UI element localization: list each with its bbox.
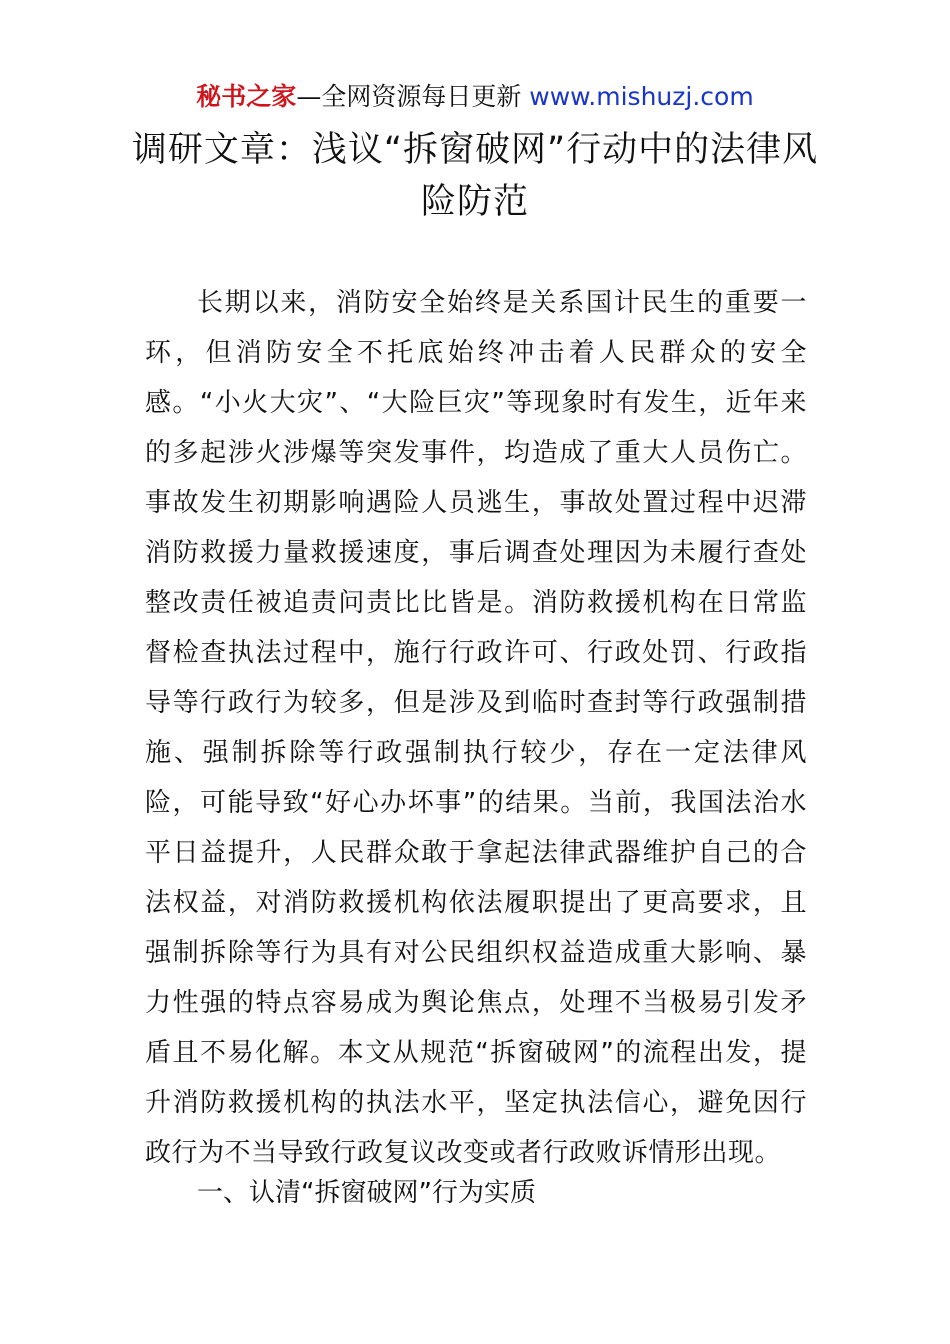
article-paragraph: 长期以来，消防安全始终是关系国计民生的重要一环，但消防安全不托底始终冲击着人民群众的安全感。“小火大灾”、“大险巨灾”等现象时有发生，近年来的多起涉火涉爆等突发事件，均造成了重大人员伤亡。事故发生初期影响遇险人员逃生，事故处置过程中迟滞消防救援力量救援速度，事后调查处理因为未履行查处整改责任被追责问责比比皆是。消防救援机构在日常监督检查执法过程中，施行行政许可、行政处罚、行政指导等行政行为较多，但是涉及到临时查封等行政强制措施、强制拆除等行政强制执行较少，存在一定法律风险，可能导致“好心办坏事”的结果。当前，我国法治水平日益提升，人民群众敢于拿起法律武器维护自己的合法权益，对消防救援机构依法履职提出了更高要求，且强制拆除等行为具有对公民组织权益造成重大影响、暴力性强的特点容易成为舆论焦点，处理不当极易引发矛盾且不易化解。本文从规范“拆窗破网”的流程出发，提升消防救援机构的执法水平，坚定执法信心，避免因行政行为不当导致行政复议改变或者行政败诉情形出现。 — [145, 288, 807, 1168]
site-url-link[interactable]: www.mishuzj.com — [529, 82, 754, 111]
section-heading: 一、认清“拆窗破网”行为实质 — [197, 1178, 536, 1208]
brand-tagline: —全网资源每日更新 — [296, 82, 530, 111]
article-title: 调研文章：浅议“拆窗破网”行动中的法律风险防范 — [131, 130, 819, 222]
brand-name: 秘书之家 — [196, 82, 297, 111]
site-header — [0, 80, 950, 114]
